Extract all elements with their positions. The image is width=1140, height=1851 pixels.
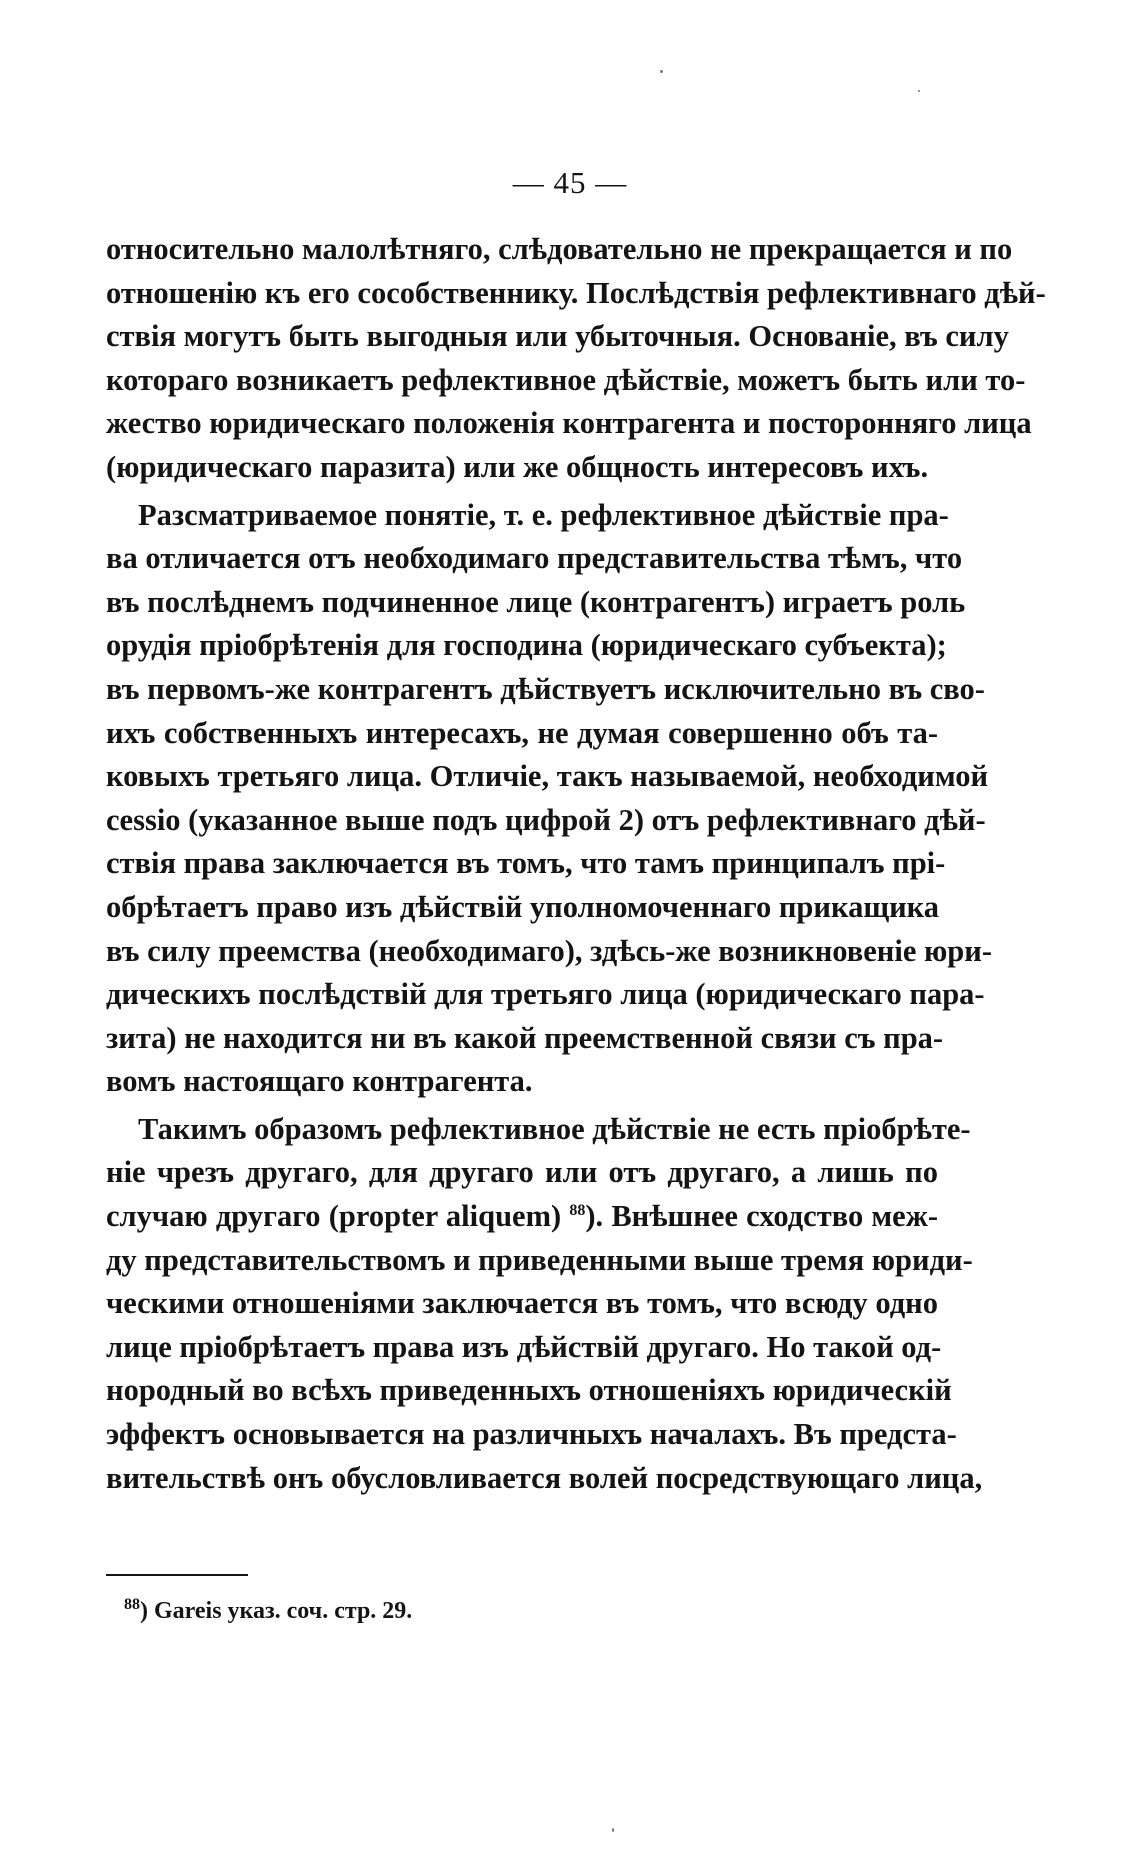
text-line: ду представительствомъ и приведенными выше тремя юриди- <box>106 1242 973 1277</box>
paragraph-1 <box>106 228 1046 490</box>
text-line: вомъ настоящаго контрагента. <box>106 1064 533 1099</box>
footnote-divider <box>106 1574 248 1576</box>
text-line: жество юридическаго положенія контрагента и посторонняго лица <box>106 406 1032 441</box>
footnote <box>124 1598 412 1625</box>
text-line: относительно малолѣтняго, слѣдовательно не прекращается и по <box>106 232 1013 266</box>
text-line: въ первомъ-же контрагентъ дѣйствуетъ исключительно въ сво- <box>106 671 985 706</box>
text-line: ствія могутъ быть выгодныя или убыточныя. Основаніе, въ силу <box>106 319 1009 354</box>
scan-speck <box>612 1828 614 1832</box>
text-line: котораго возникаетъ рефлективное дѣйствіе, можетъ быть или то- <box>106 362 1026 397</box>
scan-speck <box>918 90 920 92</box>
text-line: ческими отношеніями заключается въ томъ, что всюду одно <box>106 1286 938 1321</box>
text-line: cessio (указанное выше подъ цифрой 2) отъ рефлективнаго дѣй- <box>106 802 986 837</box>
page-number: — 45 — <box>512 165 628 200</box>
body-text <box>106 228 1046 1500</box>
paragraph-2 <box>106 494 993 1104</box>
text-line: зита) не находится ни въ какой преемственной связи съ пра- <box>106 1020 944 1055</box>
text-segment: случаю другаго (propter aliquem) <box>106 1199 562 1234</box>
text-line: лице пріобрѣтаетъ права изъ дѣйствій другаго. Но такой од- <box>106 1329 942 1364</box>
text-line: эффектъ основывается на различныхъ началахъ. Въ предста- <box>106 1417 957 1452</box>
text-line: въ послѣднемъ подчиненное лице (контрагентъ) играетъ роль <box>106 584 966 619</box>
text-segment: ). Внѣшнее сходство меж- <box>585 1199 938 1234</box>
text-line: отношенію къ его сособственнику. Послѣдствія рефлективнаго дѣй- <box>106 275 1046 310</box>
scan-speck <box>660 70 663 73</box>
text-line: обрѣтаетъ право изъ дѣйствій уполномоченнаго прикащика <box>106 889 940 924</box>
text-line: ковыхъ третьяго лица. Отличіе, такъ называемой, необходимой <box>106 759 989 794</box>
text-line: ва отличается отъ необходимаго представительства тѣмъ, что <box>106 541 963 576</box>
text-line: въ силу преемства (необходимаго), здѣсь-же возникновеніе юри- <box>106 933 993 968</box>
text-line: ствія права заключается въ томъ, что тамъ принципалъ прі- <box>106 846 946 881</box>
text-line: вительствѣ онъ обусловливается волей посредствующаго лица, <box>106 1460 983 1495</box>
footnote-reference[interactable]: 88 <box>569 1201 586 1219</box>
text-line: орудія пріобрѣтенія для господина (юридическаго субъекта); <box>106 628 947 663</box>
text-line: ихъ собственныхъ интересахъ, не думая совершенно объ та- <box>106 715 938 750</box>
text-line: Такимъ образомъ рефлективное дѣйствіе не есть пріобрѣте- <box>138 1111 971 1146</box>
paragraph-3 <box>106 1108 983 1500</box>
text-line: Разсматриваемое понятіе, т. е. рефлективное дѣйствіе пра- <box>138 497 949 532</box>
text-line: (юридическаго паразита) или же общность интересовъ ихъ. <box>106 449 929 484</box>
footnote-marker: 88 <box>124 1596 140 1613</box>
text-line: дическихъ послѣдствій для третьяго лица (юридическаго пара- <box>106 977 985 1012</box>
text-line: нородный во всѣхъ приведенныхъ отношеніяхъ юридическій <box>106 1373 952 1408</box>
text-line-with-footnote-ref <box>106 1195 938 1239</box>
text-line: ніе чрезъ другаго, для другаго или отъ другаго, а лишь по <box>106 1155 938 1190</box>
footnote-text: ) Gareis указ. соч. стр. 29. <box>140 1598 413 1624</box>
